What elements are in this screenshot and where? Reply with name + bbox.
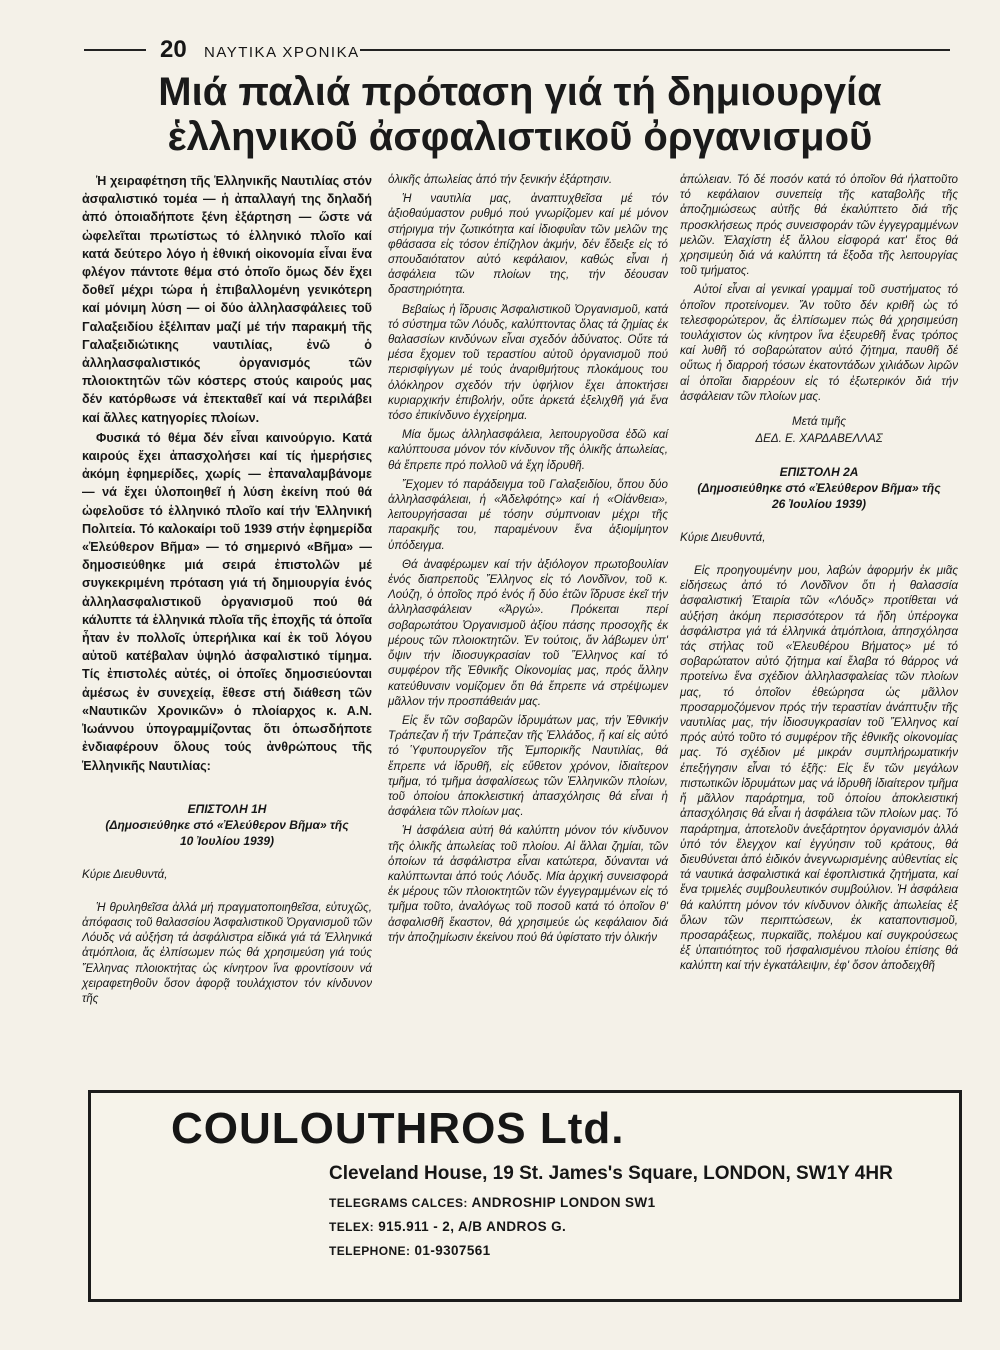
ad-telegrams	[329, 1195, 655, 1211]
advertisement-box	[88, 1090, 962, 1302]
letter-2-title: ΕΠΙΣΤΟΛΗ 2Α	[779, 465, 859, 480]
letter-1-date: 10 Ἰουλίου 1939)	[179, 833, 275, 848]
column-1	[82, 172, 372, 1010]
letter-1-source: (Δημοσιεύθηκε στό «Ἐλεύθερον Βῆμα» τῆς	[105, 817, 349, 832]
letter-1-closing: Μετά τιμῆς	[791, 415, 847, 429]
letter-1-paragraph-8: Εἰς ἕν τῶν σοβαρῶν ἱδρυμάτων μας, τήν Ἐθνικήν Τράπεζαν ἤ τήν Τράπεζαν τῆς Ἑλλάδος, ἤ καί εἰς αὐτό τό Ὑφυπουργεῖον τῆς Ἐμπορικῆς Ναυτιλίας, θά ἔπρεπε νά ἱδρυθῆ, εἰς εὔθετον χρόνον, ἰδιαίτερον τμῆμα, τό τμῆμα ἀσφαλίσεως τῶν Ἑλληνικῶν πλοίων, τοῦ ὁποίου ἀποκλειστική ἀπασχόλησις θά εἶναι ἡ ἀσφάλεια τῶν πλοίων μας.	[388, 713, 668, 819]
letter-1-paragraph-11: Αὐτοί εἶναι αἱ γενικαί γραμμαί τοῦ συστήματος τό ὁποῖον προτείνομεν. Ἄν τοῦτο δέν κριθῆ ὡς τό τελεσφορώτερον, ἄς ἐλπίσωμεν πώς θά χρησιμεύση τουλάχιστον ὡς κίνητρον ἵνα ἐξευρεθῆ ἕνας τρόπος καί λυθῆ τό σοβαρώτατον αὐτό ζήτημα, παυθῆ δέ οὕτως ἡ διαρροή τόσων ἑκατοντάδων χιλιάδων λιρῶν αἱ ὁποῖαι διαρρέουν εἰς τό ἐξωτερικόν διά τήν ἀσφάλειαν τῶν πλοίων μας.	[680, 283, 958, 403]
letter-1-paragraph-6: Ἔχομεν τό παράδειγμα τοῦ Γαλαξειδίου, ὅπου δύο ἀλληλασφάλειαι, ἡ «Ἀδελφότης» καί ἡ «Οἰάνθεια», λειτουργήσασαι μέ τόσην σύμπνοιαν μέχρι τῆς παρακμῆς του, παραμένουν ἕνα ἀξιομίμητον ὑπόδειγμα.	[388, 477, 668, 552]
letter-2-salutation: Κύριε Διευθυντά,	[680, 531, 766, 545]
intro-paragraph-2: Φυσικά τό θέμα δέν εἶναι καινούργιο. Κατά καιρούς ἔχει ἀπασχολήσει καί τίς ἡμερήσιες ἀκόμη ἐφημερίδες, χωρίς — ἐπαναλαμβάνομε — νά ἔχει ὑλοποιηθεῖ ἡ λύση ἐκείνη πού θά ὠφελοῦσε τό ἑλληνικό πλοῖο καί τήν Ἑλληνική Πολιτεία. Τό καλοκαίρι τοῦ 1939 στήν ἐφημερίδα «Ἐλεύθερον Βῆμα» — τό σημερινό «Βῆμα» — δημοσιεύθηκε μιά σειρά ἐπιστολῶν μέ συγκεκριμένη πρόταση γιά τή δημιουργία ἑνός ἀλληλασφαλιστικοῦ ὀργανισμοῦ πού θά κάλυπτε τά ἑλληνικά πλοῖα τῆς ἐποχῆς τά ὁποῖα ἦταν ἐν πολλοῖς ὑπερήλικα καί ἐκ τοῦ λόγου αὐτοῦ κατέβαλαν ὑψηλό ἀσφαλιστικό τίμημα. Τίς ἐπιστολές αὐτές, οἱ ὁποῖες δημοσιεύονται ἀμέσως ἐν συνεχείᾳ, ἔθεσε στή διάθεση τῶν «Ναυτικῶν Χρονικῶν» ὁ πλοίαρχος κ. Α.Ν. Ἰωάννου ὑπογραμμίζοντας ὅτι ὁπωσδήποτε ἐνδιαφέρουν ὅλους τούς ἀνθρώπους τῆς Ἑλληνικῆς Ναυτιλίας:	[82, 430, 372, 773]
page-number: 20	[160, 36, 187, 63]
title-line-1: Μιά παλιά πρόταση γιά τή δημιουργία	[158, 70, 882, 114]
letter-2-heading	[680, 464, 958, 512]
magazine-name: ΝΑΥΤΙΚΑ ΧΡΟΝΙΚΑ	[204, 44, 360, 61]
ad-telex	[329, 1219, 566, 1235]
intro-paragraph-1: Ἡ χειραφέτηση τῆς Ἑλληνικῆς Ναυτιλίας στόν ἀσφαλιστικό τομέα — ἡ ἀπαλλαγή της δηλαδή ἀπό ὁποιαδήποτε ξένη ἐξάρτηση — ὥστε νά ὠφελεῖται πρωτίστως τό ἑλληνικό πλοῖο καί κατά δεύτερο λόγο ἡ ἐθνική οἰκονομία εἶναι ἕνα φλέγον πάντοτε θέμα στό ὁποῖο ὅμως δέν ἔχει δοθεῖ μέχρι τώρα ἡ ἐπιβαλλομένη γενικότερη καί μόνιμη λύση — οἱ δύο ἀλληλασφάλειες τοῦ Γαλαξειδίου ἐξέλιπαν μαζί μέ τήν παρακμή τῆς Γαλαξειδιώτικης ναυτιλίας, ἐνῶ ὁ ἀλληλασφαλιστικός ὀργανισμός τῶν πλοιοκτητῶν τῶν κόστερς στούς καιρούς μας δέν κατόρθωσε νά ἐπεκταθεῖ καί νά περιλάβει καί ἄλλες κατηγορίες πλοίων.	[82, 174, 372, 425]
letter-1-paragraph-3: Ἡ ναυτιλία μας, ἀναπτυχθεῖσα μέ τόν ἀξιοθαύμαστον ρυθμό πού γνωρίζομεν καί μέ μόνον στήριγμα τήν ζωτικότητα καί ἰδιοφυΐαν τῶν μελῶν της φθάσασα εἰς τόσον ἐπίζηλον ἀκμήν, δέν ἔδειξε εἰς τό σπουδαιότατον αὐτό κεφάλαιον, καθώς εἶναι ἡ ἀσφάλεια τῶν πλοίων της, τήν δέουσαν δραστηριότητα.	[388, 192, 668, 297]
header-rule-right	[360, 49, 950, 51]
letter-1-paragraph-2: ὁλικῆς ἀπωλείας ἀπό τήν ξενικήν ἐξάρτησιν.	[388, 173, 613, 186]
letter-2-source: (Δημοσιεύθηκε στό «Ἐλεύθερον Βῆμα» τῆς	[697, 481, 941, 496]
ad-telephone	[329, 1243, 491, 1259]
letter-2-date: 26 Ἰουλίου 1939)	[771, 497, 867, 512]
ad-company-name: COULOUTHROS Ltd.	[171, 1104, 625, 1153]
article-title	[100, 70, 940, 160]
letter-1-paragraph-9: Ἡ ἀσφάλεια αὐτή θά καλύπτη μόνον τόν κίνδυνον τῆς ὁλικῆς ἀπωλείας τοῦ πλοίου. Αἱ ἄλλαι ζημίαι, τῶν ὁποίων τά ἀσφάλιστρα εἶναι κατώτερα, δύνανται νά καλύπτωνται ἀπό τούς Λόυδς. Μία ἀρχική συνεισφορά ἐκ μέρους τῶν πλοιοκτητῶν τῶν ἐγγεγραμμένων εἰς τό τμῆμα τοῦτο, ἀναλόγως τοῦ ποσοῦ κατά τό ὁποῖον θ' ἀσφαλισθῆ ἕκαστον, θά χρησιμεύε ὡς κεφάλαιον διά τήν ἀποζημίωσιν ἐκείνου πού θά ὑφίστατο τήν ὁλικήν	[388, 824, 668, 944]
letter-1-signature: ΔΕΔ. Ε. ΧΑΡΔΑΒΕΛΛΑΣ	[755, 432, 883, 446]
letter-1-salutation: Κύριε Διευθυντά,	[82, 867, 168, 881]
ad-telegrams-label: TELEGRAMS CALCES:	[329, 1196, 468, 1210]
letter-1-paragraph-7: Θά ἀναφέρωμεν καί τήν ἀξιόλογον πρωτοβουλίαν ἑνός διαπρεποῦς Ἕλληνος εἰς τό Λονδῖνον, τοῦ κ. Λούζη, ὁ ὁποῖος πρό ἐνός ἤ δύο ἐτῶν ἵδρυσε ἐκεῖ τήν ἀλληλασφάλειαν «Ἀργώ». Πρόκειται περί σοβαρωτάτου Ὀργανισμοῦ ἀξίου πάσης προσοχῆς ἐκ μέρους τῶν πλοιοκτητῶν. Ἐν τούτοις, ἄν λάβωμεν ὑπ' ὄψιν τήν ἰδιοσυγκρασίαν τοῦ Ἕλληνος καί τό συμφέρον τῆς Ἐθνικῆς Οἰκονομίας μας, πρός ἄλλην κατεύθυνσιν νομίζομεν ὅτι θά ἔπρεπε νά στρέψωμεν μᾶλλον τήν προσπάθειάν μας.	[388, 557, 668, 708]
ad-telex-value: 915.911 - 2, A/B ANDROS G.	[378, 1219, 567, 1234]
header-rule-left	[84, 49, 146, 51]
ad-telex-label: TELEX:	[329, 1220, 375, 1234]
letter-1-paragraph-1: Ἡ θρυληθεῖσα ἀλλά μή πραγματοποιηθεῖσα, εὐτυχῶς, ἀπόφασις τοῦ θαλασσίου Ἀσφαλιστικοῦ Ὀργανισμοῦ τῶν Λόυδς νά αὐξήση τά ἀσφάλιστρα εἰδικά γιά τά Ἑλληνικά ἀτμόπλοια, ἄς ἐλπίσωμεν πώς θά χρησιμεύση γιά τούς Ἕλληνας πλοιοκτήτας ὡς κίνητρον ἵνα φροντίσουν νά χειραφετηθοῦν ὅσον ἀφορᾷ τουλάχιστον τόν κίνδυνον τῆς	[82, 900, 372, 1005]
ad-telegrams-value: ANDROSHIP LONDON SW1	[471, 1195, 656, 1210]
letter-1-paragraph-5: Μία ὅμως ἀλληλασφάλεια, λειτουργοῦσα ἐδῶ καί καλύπτουσα μόνον τόν κίνδυνον τῆς ὁλικῆς ἀπωλείας, θά ἔπρεπε πρό πολλοῦ νά ἔχη ἱδρυθῆ.	[388, 428, 668, 472]
letter-1-heading	[82, 801, 372, 849]
ad-telephone-value: 01-9307561	[414, 1243, 491, 1258]
letter-1-title: ΕΠΙΣΤΟΛΗ 1Η	[187, 801, 267, 816]
column-2	[388, 172, 668, 949]
title-line-2: ἑλληνικοῦ ἀσφαλιστικοῦ ὀργανισμοῦ	[167, 115, 873, 159]
column-3	[680, 172, 958, 978]
ad-address: Cleveland House, 19 St. James's Square, LONDON, SW1Y 4HR	[329, 1163, 893, 1184]
letter-2-paragraph-1: Εἰς προηγουμένην μου, λαβών ἀφορμήν ἐκ μιᾶς εἰδήσεως ἀπό τό Λονδῖνον ὅτι ἡ θαλασσία ἀσφαλιστική Ἑταιρία τῶν «Λόυδς» προτίθεται νά αὐξήση ἀκόμη περισσότερον τά ἤδη ὑπέρογκα ἀσφάλιστρα γιά τά ἑλληνικά ἀτμόπλοια, ἀπησχόλησα τάς στήλας τοῦ «Ἐλευθέρου Βήματος» μέ τό σοβαρώτατον αὐτό ζήτημα καί ἔλαβα τό θάρρος νά προτείνω ἕνα σχέδιον ἀλληλασφαλείας τῶν πλοίων μας, τό ὁποῖον ἐθεώρησα ὡς μᾶλλον προσαρμοζόμενον πρός τήν τεραστίαν ἀνάπτυξιν τῆς ναυτιλίας μας, τήν ἰδιοσυγκρασίαν τοῦ Ἕλληνος καί πρός αὐτό τοῦτο τό συμφέρον τῆς ἐθνικῆς οἰκονομίας μας. Τό σχέδιον μέ μικράν συμπλήρωματικήν ἐπεξήγησιν εἶναι τό ἑξῆς: Εἰς ἕν τῶν μεγάλων πιστωτικῶν ἱδρυμάτων μας νά ἱδρυθῆ ἰδιαίτερον τμῆμα ἤ μᾶλλον παράρτημα, τοῦ ὁποίου ἀποκλειστική ἀπασχόλησις θά εἶναι ἡ ἀσφάλεια τῶν πλοίων μας. Τό παράρτημα, ἀποτελοῦν ἀνεξάρτητον ὀργανισμόν ἀλλά ὑπό τόν ἔλεγχον καί ἐγγύησιν τοῦ κράτους, θά διευθύνεται ἀπό ἐιδικόν ἀνεγνωρισμένης αὐθεντίας εἰς τά ναυτικά ἀσφαλιστικά καί ἐφοπλιστικά ζητήματα, καί ἕνα τριμελές συμβουλευτικόν συμβούλιον. Ἡ ἀσφάλεια θά καλύπτη μόνον τόν κίνδυνον ὁλικῆς ἀπωλείας ἐξ ὅλων τῶν περιπτώσεων, ἐκ καταποντισμοῦ, προσαράξεως, πυρκαϊᾶς, πολέμου καί συγκρούσεως ἐξ ὑπαιτιότητος τοῦ ἠσφαλισμένου πλοίου ἐπίσης θά καλύπτη καί τήν ἐγκατάλειψιν, ἐφ' ὅσον ἀποδειχθῆ	[680, 564, 958, 973]
letter-1-paragraph-10: ἀπώλειαν. Τό δέ ποσόν κατά τό ὁποῖον θά ἠλαττοῦτο τό κεφάλαιον συνεπείᾳ τῆς καταβολῆς τῆς ἀποζημιώσεως αὐτῆς θά ἐκαλύπτετο διά τῆς προσκλήσεως πρός συνεισφοράν τῶν ἐγγεγραμμένων μελῶν. Ἐλαχίστη ἐξ ἄλλου εἰσφορά κατ' ἔτος θά χρησιμεύη διά νά καλύπτη τά ἔξοδα τῆς λειτουργίας τοῦ τμήματος.	[680, 173, 958, 278]
ad-telephone-label: TELEPHONE:	[329, 1244, 411, 1258]
letter-1-paragraph-4: Βεβαίως ἡ ἵδρυσις Ἀσφαλιστικοῦ Ὀργανισμοῦ, κατά τό σύστημα τῶν Λόυδς, καλύπτοντας ὅλας τά ζημίας ἐκ θαλασσίων κινδύνων εἶναι σχεδόν ἀδύνατος. Οὔτε τά μέσα ἔχομεν τοῦ τεραστίου αὐτοῦ ὀργανισμοῦ πού περισφίγγων μέ τούς ἀναριθμήτους πλοκάμους του ὁλόκληρον σχεδόν τήν ὑφήλιον ἔχει ἀποκτήσει κυριαρχικήν ἐπιβολήν, οὔτε ἀρκετά ἐξελιχθῆ γιά ἕνα τόσο ἐπικίνδυνο ἐγχείρημα.	[388, 302, 668, 423]
